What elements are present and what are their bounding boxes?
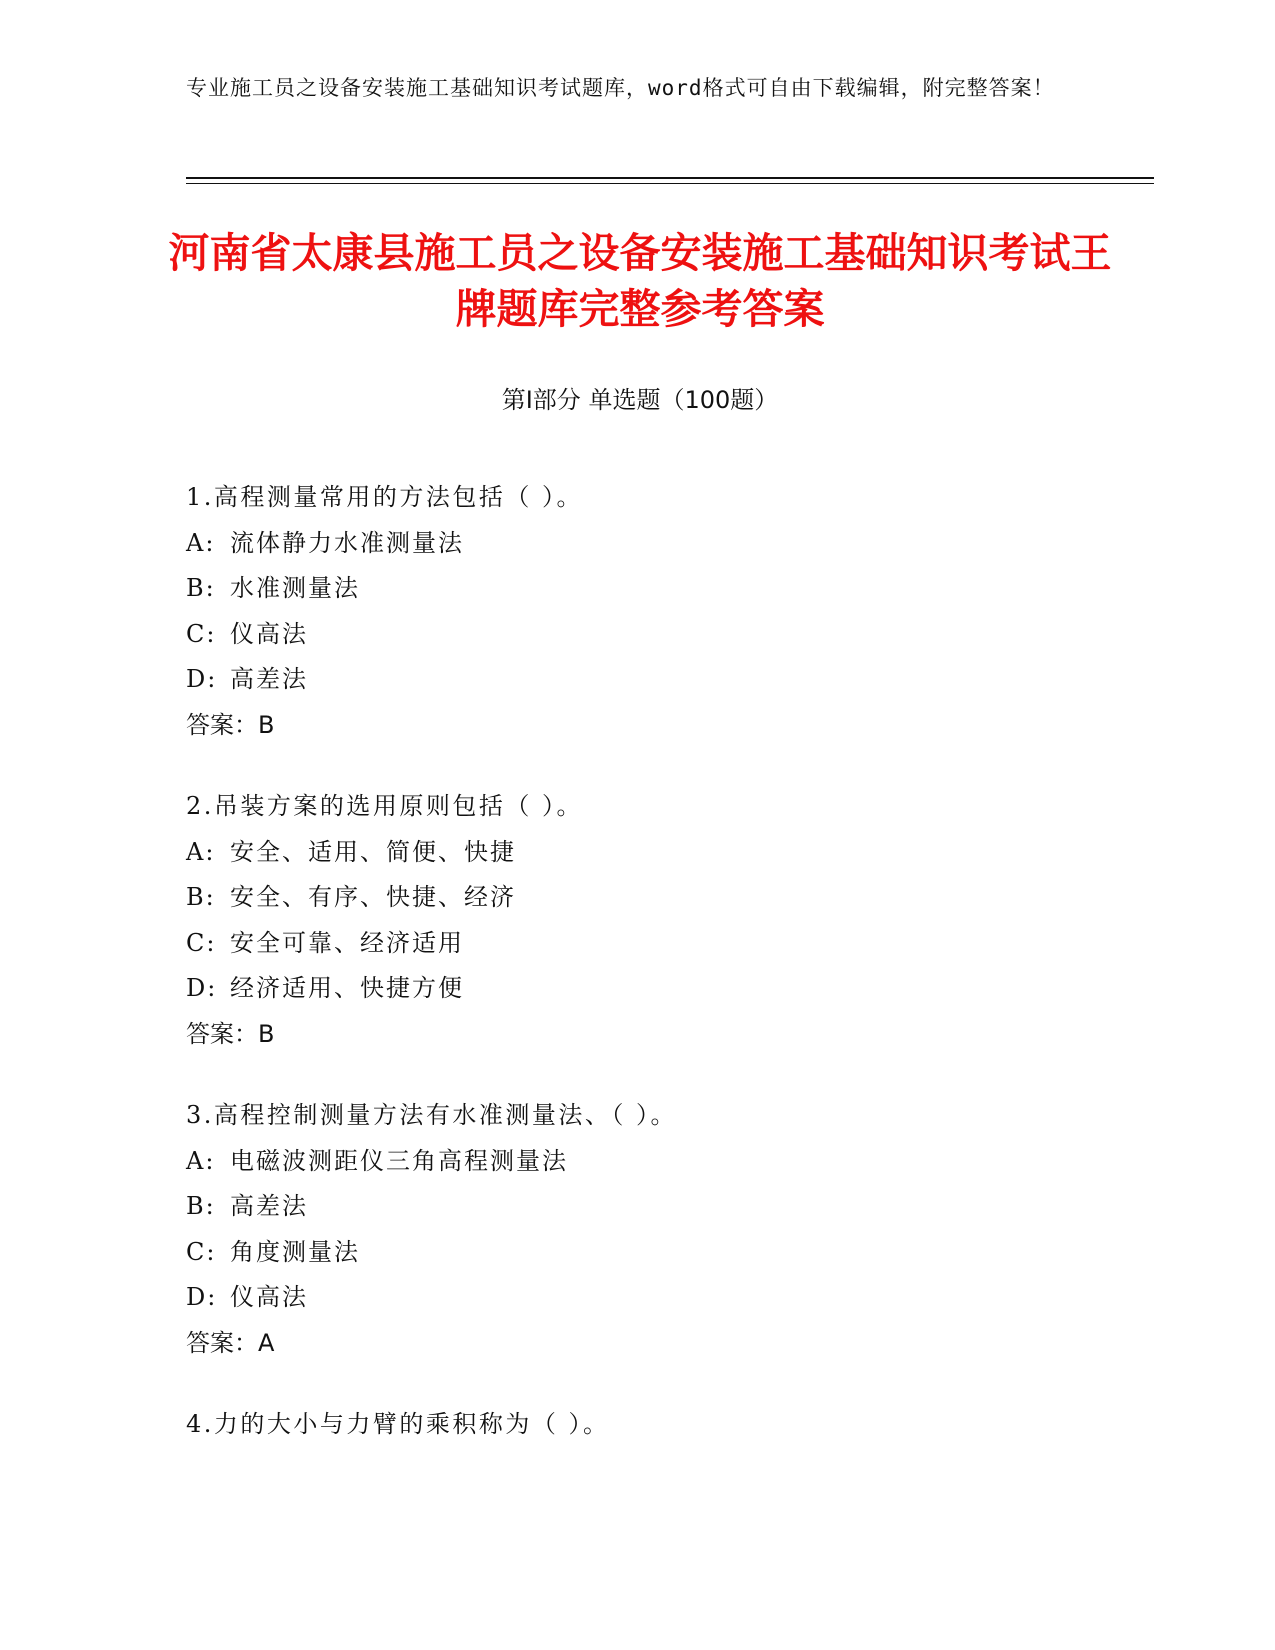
question-stem: 1.高程测量常用的方法包括（ ）。 — [186, 483, 584, 511]
option-text: 安全可靠、经济适用 — [230, 928, 464, 957]
option-c — [186, 612, 1126, 658]
option-text: 电磁波测距仪三角高程测量法 — [230, 1146, 568, 1175]
option-letter: B: — [186, 1192, 216, 1220]
question-4 — [186, 1402, 1126, 1448]
option-d — [186, 657, 1126, 703]
answer: 答案：B — [186, 710, 275, 739]
option-text: 角度测量法 — [230, 1237, 360, 1266]
question-1 — [186, 475, 1126, 748]
option-a — [186, 1139, 1126, 1185]
option-letter: C: — [186, 619, 217, 648]
question-stem: 3.高程控制测量方法有水准测量法、（ ）。 — [186, 1101, 678, 1129]
option-letter: A: — [186, 528, 216, 557]
option-a — [186, 521, 1126, 567]
question-stem: 4.力的大小与力臂的乘积称为（ ）。 — [186, 1410, 610, 1438]
option-text: 高差法 — [230, 1192, 308, 1220]
header-divider-thick — [186, 177, 1154, 179]
question-3 — [186, 1093, 1126, 1366]
option-letter: A: — [186, 1146, 216, 1175]
question-2 — [186, 784, 1126, 1057]
option-text: 经济适用、快捷方便 — [230, 974, 464, 1002]
option-b — [186, 566, 1126, 612]
option-text: 安全、适用、简便、快捷 — [230, 837, 516, 866]
section-heading: 第I部分 单选题（100题） — [501, 386, 779, 414]
header-note: 专业施工员之设备安装施工基础知识考试题库，word格式可自由下载编辑，附完整答案！ — [186, 76, 1055, 100]
option-b — [186, 875, 1126, 921]
option-letter: D: — [186, 665, 218, 693]
question-list — [186, 475, 1126, 1484]
option-c — [186, 921, 1126, 967]
option-d — [186, 1275, 1126, 1321]
option-text: 仪高法 — [230, 619, 308, 648]
option-c — [186, 1230, 1126, 1276]
option-letter: A: — [186, 837, 216, 866]
header-divider-thin — [186, 183, 1154, 184]
answer: 答案：A — [186, 1328, 275, 1357]
option-letter: B: — [186, 574, 216, 602]
question-stem: 2.吊装方案的选用原则包括（ ）。 — [186, 792, 584, 820]
option-a — [186, 830, 1126, 876]
option-text: 水准测量法 — [230, 574, 360, 602]
document-title: 河南省太康县施工员之设备安装施工基础知识考试王牌题库完整参考答案 — [168, 229, 1112, 333]
option-text: 流体静力水准测量法 — [230, 528, 464, 557]
option-text: 仪高法 — [230, 1283, 308, 1311]
option-text: 安全、有序、快捷、经济 — [230, 883, 516, 911]
option-d — [186, 966, 1126, 1012]
option-letter: C: — [186, 928, 217, 957]
option-text: 高差法 — [230, 665, 308, 693]
option-b — [186, 1184, 1126, 1230]
option-letter: D: — [186, 1283, 218, 1311]
option-letter: B: — [186, 883, 216, 911]
answer: 答案：B — [186, 1019, 275, 1048]
option-letter: D: — [186, 974, 218, 1002]
option-letter: C: — [186, 1237, 217, 1266]
